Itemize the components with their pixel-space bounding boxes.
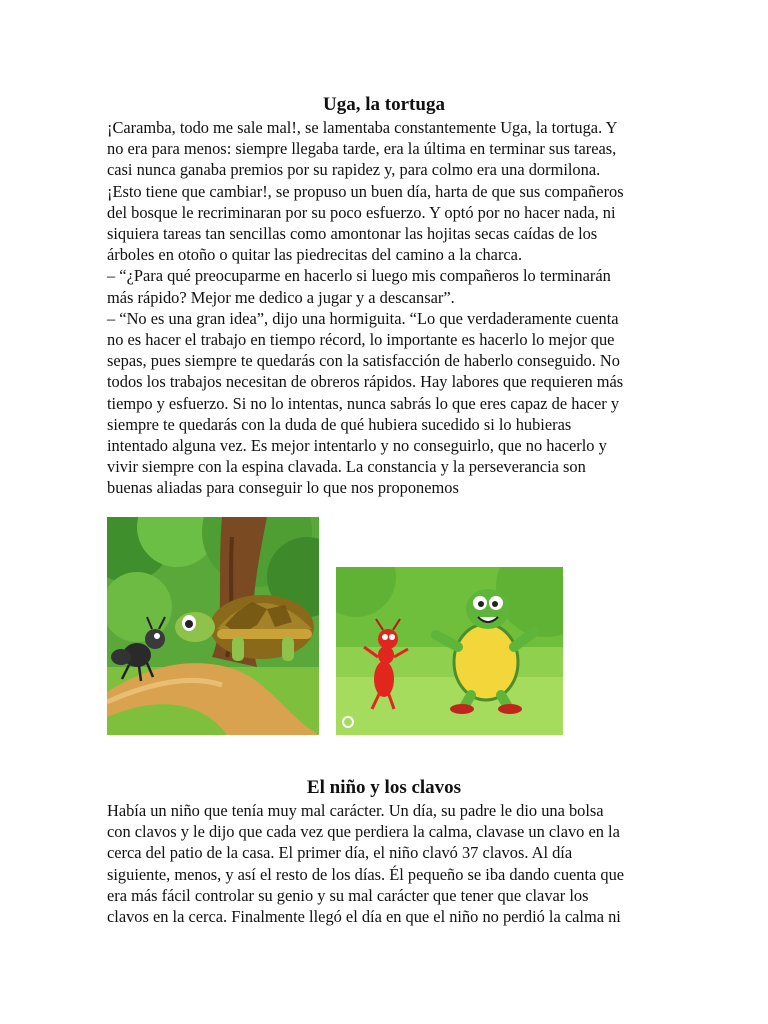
text-line: vivir siempre con la espina clavada. La constancia y la perseverancia son	[107, 457, 586, 477]
story2-title: El niño y los clavos	[306, 777, 462, 798]
text-line: árboles en otoño o quitar las piedrecitas del camino a la charca.	[107, 245, 523, 265]
text-line: siempre te quedarás con la duda de qué hubiera sucedido si lo hubieras	[107, 414, 572, 434]
text-line: más rápido? Mejor me dedico a jugar y a descansar”.	[107, 287, 455, 307]
text-line: sepas, pues siempre te quedarás con la satisfacción de haberlo conseguido. No	[107, 351, 620, 371]
text-line: ¡Esto tiene que cambiar!, se propuso un buen día, harta de que sus compañeros	[107, 181, 624, 201]
story1-body	[107, 117, 658, 499]
story1-title: Uga, la tortuga	[323, 94, 445, 115]
text-line: buenas aliadas para conseguir lo que nos proponemos	[107, 478, 459, 498]
text-line: Había un niño que tenía muy mal carácter. Un día, su padre le dio una bolsa	[107, 801, 604, 820]
text-line: del bosque le recriminaran por su poco esfuerzo. Y optó por no hacer nada, ni	[107, 202, 616, 222]
illustration-turtle-red-ant	[336, 567, 563, 735]
text-line: siquiera tareas tan sencillas como amontonar las hojitas secas caídas de los	[107, 224, 598, 244]
text-line: intentado alguna vez. Es mejor intentarlo y no conseguirlo, que no hacerlo y	[107, 436, 607, 456]
text-line: con clavos y le dijo que cada vez que perdiera la calma, clavase un clavo en la	[107, 822, 620, 842]
text-line: siguiente, menos, y así el resto de los días. Él pequeño se iba dando cuenta que	[107, 864, 625, 884]
text-line: no era para menos: siempre llegaba tarde, era la última en terminar sus tareas,	[107, 139, 617, 159]
text-line: no es hacer el trabajo en tiempo récord, lo importante es hacerlo lo mejor que	[107, 330, 615, 350]
text-line: todos los trabajos necesitan de obreros rápidos. Hay labores que requieren más	[107, 372, 624, 392]
story2-body	[107, 800, 658, 927]
text-line: era más fácil controlar su genio y su mal carácter que tener que clavar los	[107, 885, 589, 905]
text-line: – “No es una gran idea”, dijo una hormiguita. “Lo que verdaderamente cuenta	[107, 308, 619, 328]
text-line: cerca del patio de la casa. El primer día, el niño clavó 37 clavos. Al día	[107, 843, 573, 863]
text-line: ¡Caramba, todo me sale mal!, se lamentaba constantemente Uga, la tortuga. Y	[107, 118, 618, 137]
text-line: clavos en la cerca. Finalmente llegó el día en que el niño no perdió la calma ni	[107, 907, 621, 927]
text-line: tiempo y esfuerzo. Si no lo intentas, nunca sabrás lo que eres capaz de hacer y	[107, 393, 620, 413]
text-line: casi nunca ganaba premios por su rapidez y, para colmo era una dormilona.	[107, 160, 601, 180]
illustration-turtle-ant-tree	[107, 517, 319, 735]
text-line: – “¿Para qué preocuparme en hacerlo si luego mis compañeros lo terminarán	[107, 266, 611, 286]
